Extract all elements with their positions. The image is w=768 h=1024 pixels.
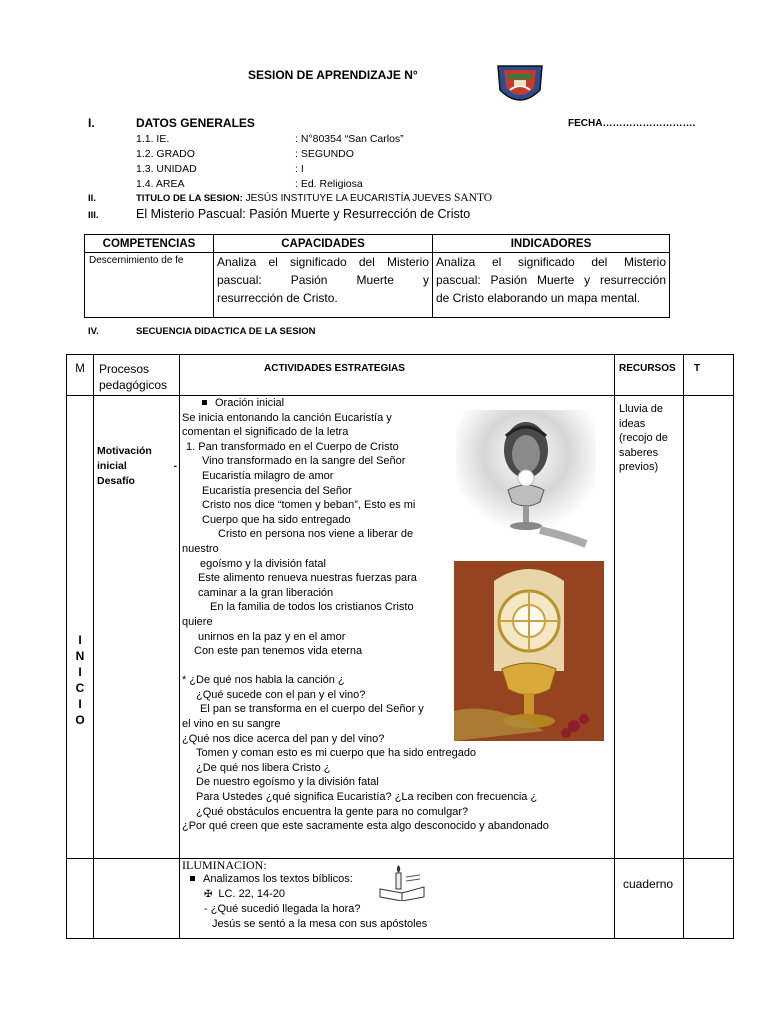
act-line: Eucaristía presencia del Señor: [202, 484, 352, 497]
inicio-letter: I: [78, 697, 82, 711]
header-recursos: RECURSOS: [619, 363, 676, 374]
header-actividades: ACTIVIDADES ESTRATEGIAS: [264, 363, 405, 374]
datos-key-grado: 1.2. GRADO: [136, 148, 195, 160]
recurso-cuaderno: cuaderno: [623, 877, 674, 891]
act-line: ¿Qué nos dice acerca del pan y del vino?: [182, 732, 385, 745]
header-indicadores: INDICADORES: [433, 235, 670, 253]
act-line: ¿De qué nos libera Cristo ¿: [196, 761, 331, 774]
act-line: 1. Pan transformado en el Cuerpo de Cristo: [186, 440, 399, 453]
header-competencias: COMPETENCIAS: [85, 235, 214, 253]
act-line: caminar a la gran liberación: [198, 586, 334, 599]
indicador-line-2: pascual: Pasión Muerte y resurrección: [436, 273, 666, 287]
jesus-chalice-image: [456, 410, 596, 550]
motivacion-line-3: Desafío: [97, 475, 135, 487]
header-procesos-1: Procesos: [99, 362, 150, 376]
eucharist-monstrance-image: [454, 561, 604, 741]
ilum-line: Analizamos los textos bíblicos:: [203, 873, 353, 885]
recurso-line: previos): [619, 461, 659, 474]
act-line: Este alimento renueva nuestras fuerzas para: [198, 572, 417, 585]
fecha-field: FECHA……………………….: [568, 118, 696, 129]
datos-value-ie: : N°80354 “San Carlos”: [295, 133, 404, 145]
iluminacion-heading: ILUMINACION:: [182, 858, 267, 872]
ilum-line: Jesús se sentó a la mesa con sus apóstoles: [212, 917, 428, 930]
header-m: M: [75, 363, 85, 375]
act-line: * ¿De qué nos habla la canción ¿: [182, 674, 345, 687]
indicador-line-1: Analiza el significado del Misterio: [436, 255, 666, 269]
bible-candle-icon: [376, 863, 428, 901]
inicio-letter: I: [78, 633, 82, 647]
act-line: Cuerpo que ha sido entregado: [202, 513, 351, 526]
titulo-label: TITULO DE LA SESION:: [136, 193, 243, 204]
act-line: Tomen y coman esto es mi cuerpo que ha sido entregado: [196, 747, 477, 760]
act-line: unirnos en la paz y en el amor: [198, 630, 346, 643]
ilum-line: LC. 22, 14-20: [218, 887, 286, 900]
indicador-line-3: de Cristo elaborando un mapa mental.: [436, 291, 641, 305]
act-line: En la familia de todos los cristianos Cristo: [210, 601, 414, 614]
section-num-1: I.: [88, 116, 95, 130]
motivacion-line-2: inicial: [97, 460, 127, 472]
section-num-3: III.: [88, 210, 99, 221]
datos-key-unidad: 1.3. UNIDAD: [136, 163, 197, 175]
act-line: ¿Qué sucede con el pan y el vino?: [196, 688, 366, 701]
act-line: [182, 411, 444, 426]
header-t: T: [694, 363, 701, 374]
capacidad-line-3: resurrección de Cristo.: [217, 291, 338, 305]
page-title: SESION DE APRENDIZAJE N°: [248, 68, 418, 82]
motivacion-dash: -: [173, 460, 177, 472]
datos-value-unidad: : I: [295, 163, 304, 175]
act-line: Cristo nos dice “tomen y beban”, Esto es mi: [202, 499, 416, 512]
secuencia-heading: SECUENCIA DIDACTICA DE LA SESION: [136, 326, 316, 337]
datos-value-area: : Ed. Religiosa: [295, 178, 363, 190]
school-crest-icon: [494, 60, 546, 110]
bullet-icon: [202, 400, 207, 405]
inicio-letter: O: [75, 713, 85, 727]
act-line: Para Ustedes ¿qué significa Eucaristía? ¿La reciben con frecuencia ¿: [196, 791, 538, 804]
datos-heading: DATOS GENERALES: [136, 116, 255, 130]
act-line: el vino en su sangre: [182, 718, 281, 731]
act-line: ¿Por qué creen que este sacramente esta algo desconocido y abandonado: [182, 820, 549, 833]
act-line: Vino transformado en la sangre del Señor: [202, 455, 406, 468]
act-line: Eucaristía milagro de amor: [202, 469, 334, 482]
competencia-cell: Descernimiento de fe: [89, 255, 184, 266]
inicio-letter: C: [75, 681, 85, 695]
act-line: ¿Qué obstáculos encuentra la gente para no comulgar?: [196, 805, 469, 818]
oracion-inicial: Oración inicial: [215, 397, 285, 409]
recurso-line: Lluvia de: [619, 403, 664, 415]
datos-key-ie: 1.1. IE.: [136, 133, 170, 145]
header-capacidades: CAPACIDADES: [214, 235, 433, 253]
inicio-letter: N: [75, 649, 85, 663]
tema-text: El Misterio Pascual: Pasión Muerte y Resurrección de Cristo: [136, 207, 471, 221]
recurso-line: (recojo de: [619, 432, 668, 445]
secuencia-table: [66, 354, 734, 939]
act-text: Se inicia entonando la canción Eucaristía y: [182, 411, 392, 424]
act-line: comentan el significado de la letra: [182, 426, 349, 439]
capacidad-line-2: pascual: Pasión Muerte y: [217, 273, 429, 287]
section-num-4: IV.: [88, 326, 99, 337]
inicio-letter: I: [78, 665, 82, 679]
capacidad-line-1: Analiza el significado del Misterio: [217, 255, 429, 269]
recurso-line: saberes: [619, 446, 659, 459]
cross-icon: ✠: [204, 888, 213, 900]
header-procesos-2: pedagógicos: [99, 378, 168, 392]
bullet-icon: [190, 876, 195, 881]
competencias-table: [84, 234, 670, 318]
motivacion-line-1: Motivación: [97, 445, 152, 457]
titulo-text: JESÚS INSTITUYE LA EUCARISTÍA JUEVES: [245, 193, 452, 204]
act-line: Cristo en persona nos viene a liberar de: [218, 528, 414, 541]
act-line: quiere: [182, 615, 213, 628]
recurso-line: ideas: [619, 417, 646, 430]
section-num-2: II.: [88, 193, 96, 204]
act-line: nuestro: [182, 542, 219, 555]
titulo-tail: SANTO: [453, 192, 493, 204]
datos-key-area: 1.4. AREA: [136, 178, 185, 190]
ilum-line: - ¿Qué sucedió llegada la hora?: [204, 903, 361, 916]
act-line: El pan se transforma en el cuerpo del Señor y: [200, 703, 424, 716]
act-line: Con este pan tenemos vida eterna: [194, 645, 363, 658]
act-line: De nuestro egoísmo y la división fatal: [196, 776, 379, 789]
datos-value-grado: : SEGUNDO: [295, 148, 354, 160]
act-line: egoísmo y la división fatal: [200, 557, 326, 570]
